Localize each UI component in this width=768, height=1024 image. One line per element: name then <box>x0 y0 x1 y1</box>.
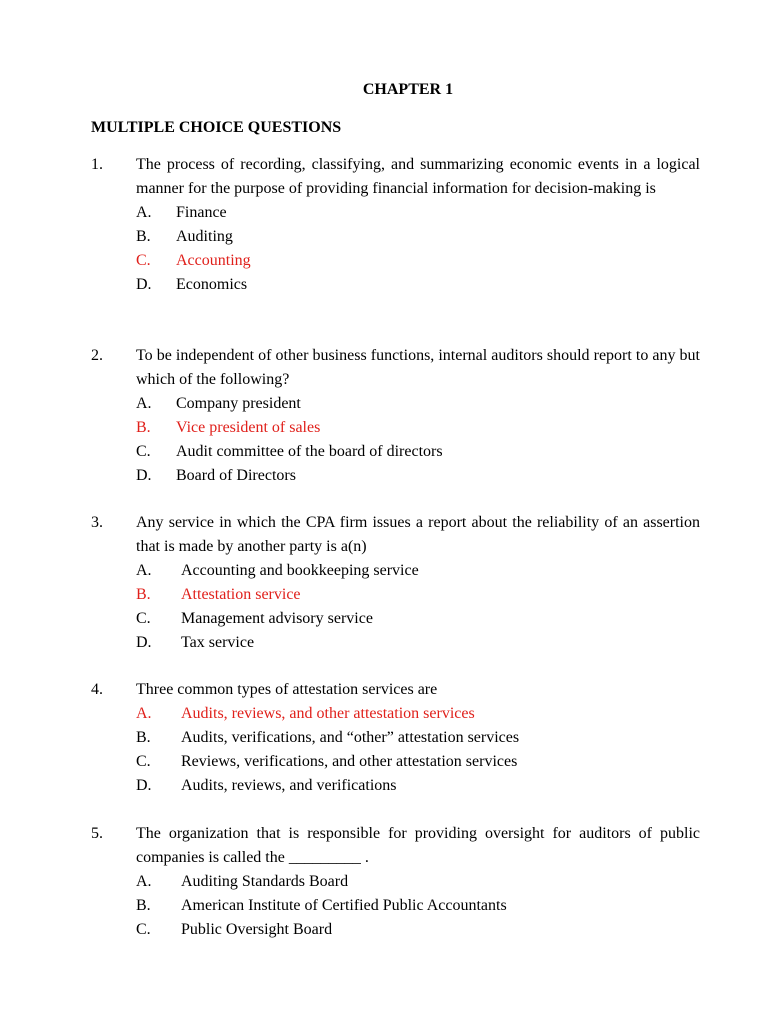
option-letter: D. <box>136 777 152 794</box>
option-text: Audit committee of the board of directors <box>176 443 443 460</box>
option-letter: C. <box>136 921 151 938</box>
option-d <box>136 631 700 655</box>
option-text: Board of Directors <box>176 467 296 484</box>
option-text: Finance <box>176 204 227 221</box>
question-text: Any service in which the CPA firm issues a report about the reliability of an assertion that is made by another party is a(n) <box>136 514 700 555</box>
question-2 <box>91 344 700 488</box>
option-c <box>136 918 700 942</box>
option-b-correct-answer <box>136 583 700 607</box>
options-list <box>136 392 700 488</box>
option-text: Tax service <box>181 634 255 651</box>
options-list <box>136 201 700 297</box>
option-c <box>136 607 700 631</box>
option-text: Accounting <box>176 252 251 269</box>
option-text: Audits, verifications, and “other” attestation services <box>181 729 520 746</box>
question-number: 2. <box>91 347 103 364</box>
option-letter: C. <box>136 753 151 770</box>
option-c <box>136 750 700 774</box>
options-list <box>136 559 700 655</box>
question-text: The process of recording, classifying, and summarizing economic events in a logical manner for the purpose of providing financial information for decision-making is <box>136 156 700 197</box>
option-letter: D. <box>136 276 152 293</box>
option-text: Auditing Standards Board <box>181 873 349 890</box>
option-text: Auditing <box>176 228 233 245</box>
question-number: 4. <box>91 681 103 698</box>
option-c <box>136 440 700 464</box>
option-a <box>136 201 700 225</box>
question-number: 5. <box>91 825 103 842</box>
option-letter: A. <box>136 873 152 890</box>
section-title: MULTIPLE CHOICE QUESTIONS <box>91 119 342 136</box>
option-a <box>136 559 700 583</box>
option-b <box>136 726 700 750</box>
option-letter: B. <box>136 586 151 603</box>
option-b-correct-answer <box>136 416 700 440</box>
option-text: Management advisory service <box>181 610 373 627</box>
option-text: Attestation service <box>181 586 301 603</box>
option-d <box>136 464 700 488</box>
option-a <box>136 392 700 416</box>
option-c-correct-answer <box>136 249 700 273</box>
option-a <box>136 870 700 894</box>
option-b <box>136 894 700 918</box>
question-text: The organization that is responsible for providing oversight for auditors of public companies is called the _________ . <box>136 825 700 866</box>
option-letter: B. <box>136 228 151 245</box>
option-text: Public Oversight Board <box>181 921 333 938</box>
option-text: Accounting and bookkeeping service <box>181 562 419 579</box>
option-letter: A. <box>136 395 152 412</box>
options-list <box>136 870 700 942</box>
option-letter: A. <box>136 562 152 579</box>
question-number: 3. <box>91 514 103 531</box>
option-text: Audits, reviews, and verifications <box>181 777 397 794</box>
option-text: Audits, reviews, and other attestation services <box>181 705 475 722</box>
question-text: To be independent of other business functions, internal auditors should report to any but which of the following? <box>136 347 700 388</box>
option-letter: A. <box>136 705 152 722</box>
question-number: 1. <box>91 156 103 173</box>
option-letter: A. <box>136 204 152 221</box>
option-letter: C. <box>136 610 151 627</box>
question-4 <box>91 678 700 798</box>
option-letter: D. <box>136 467 152 484</box>
option-text: American Institute of Certified Public Accountants <box>181 897 507 914</box>
option-b <box>136 225 700 249</box>
option-text: Company president <box>176 395 301 412</box>
option-letter: D. <box>136 634 152 651</box>
question-1 <box>91 153 700 297</box>
option-letter: C. <box>136 443 151 460</box>
option-letter: B. <box>136 729 151 746</box>
option-text: Reviews, verifications, and other attestation services <box>181 753 518 770</box>
option-letter: C. <box>136 252 151 269</box>
option-letter: B. <box>136 419 151 436</box>
option-text: Vice president of sales <box>176 419 321 436</box>
option-letter: B. <box>136 897 151 914</box>
option-a-correct-answer <box>136 702 700 726</box>
option-d <box>136 273 700 297</box>
option-text: Economics <box>176 276 248 293</box>
question-5 <box>91 822 700 942</box>
question-3 <box>91 511 700 655</box>
question-text: Three common types of attestation services are <box>136 681 438 698</box>
options-list <box>136 702 700 798</box>
chapter-title: CHAPTER 1 <box>362 81 454 98</box>
option-d <box>136 774 700 798</box>
